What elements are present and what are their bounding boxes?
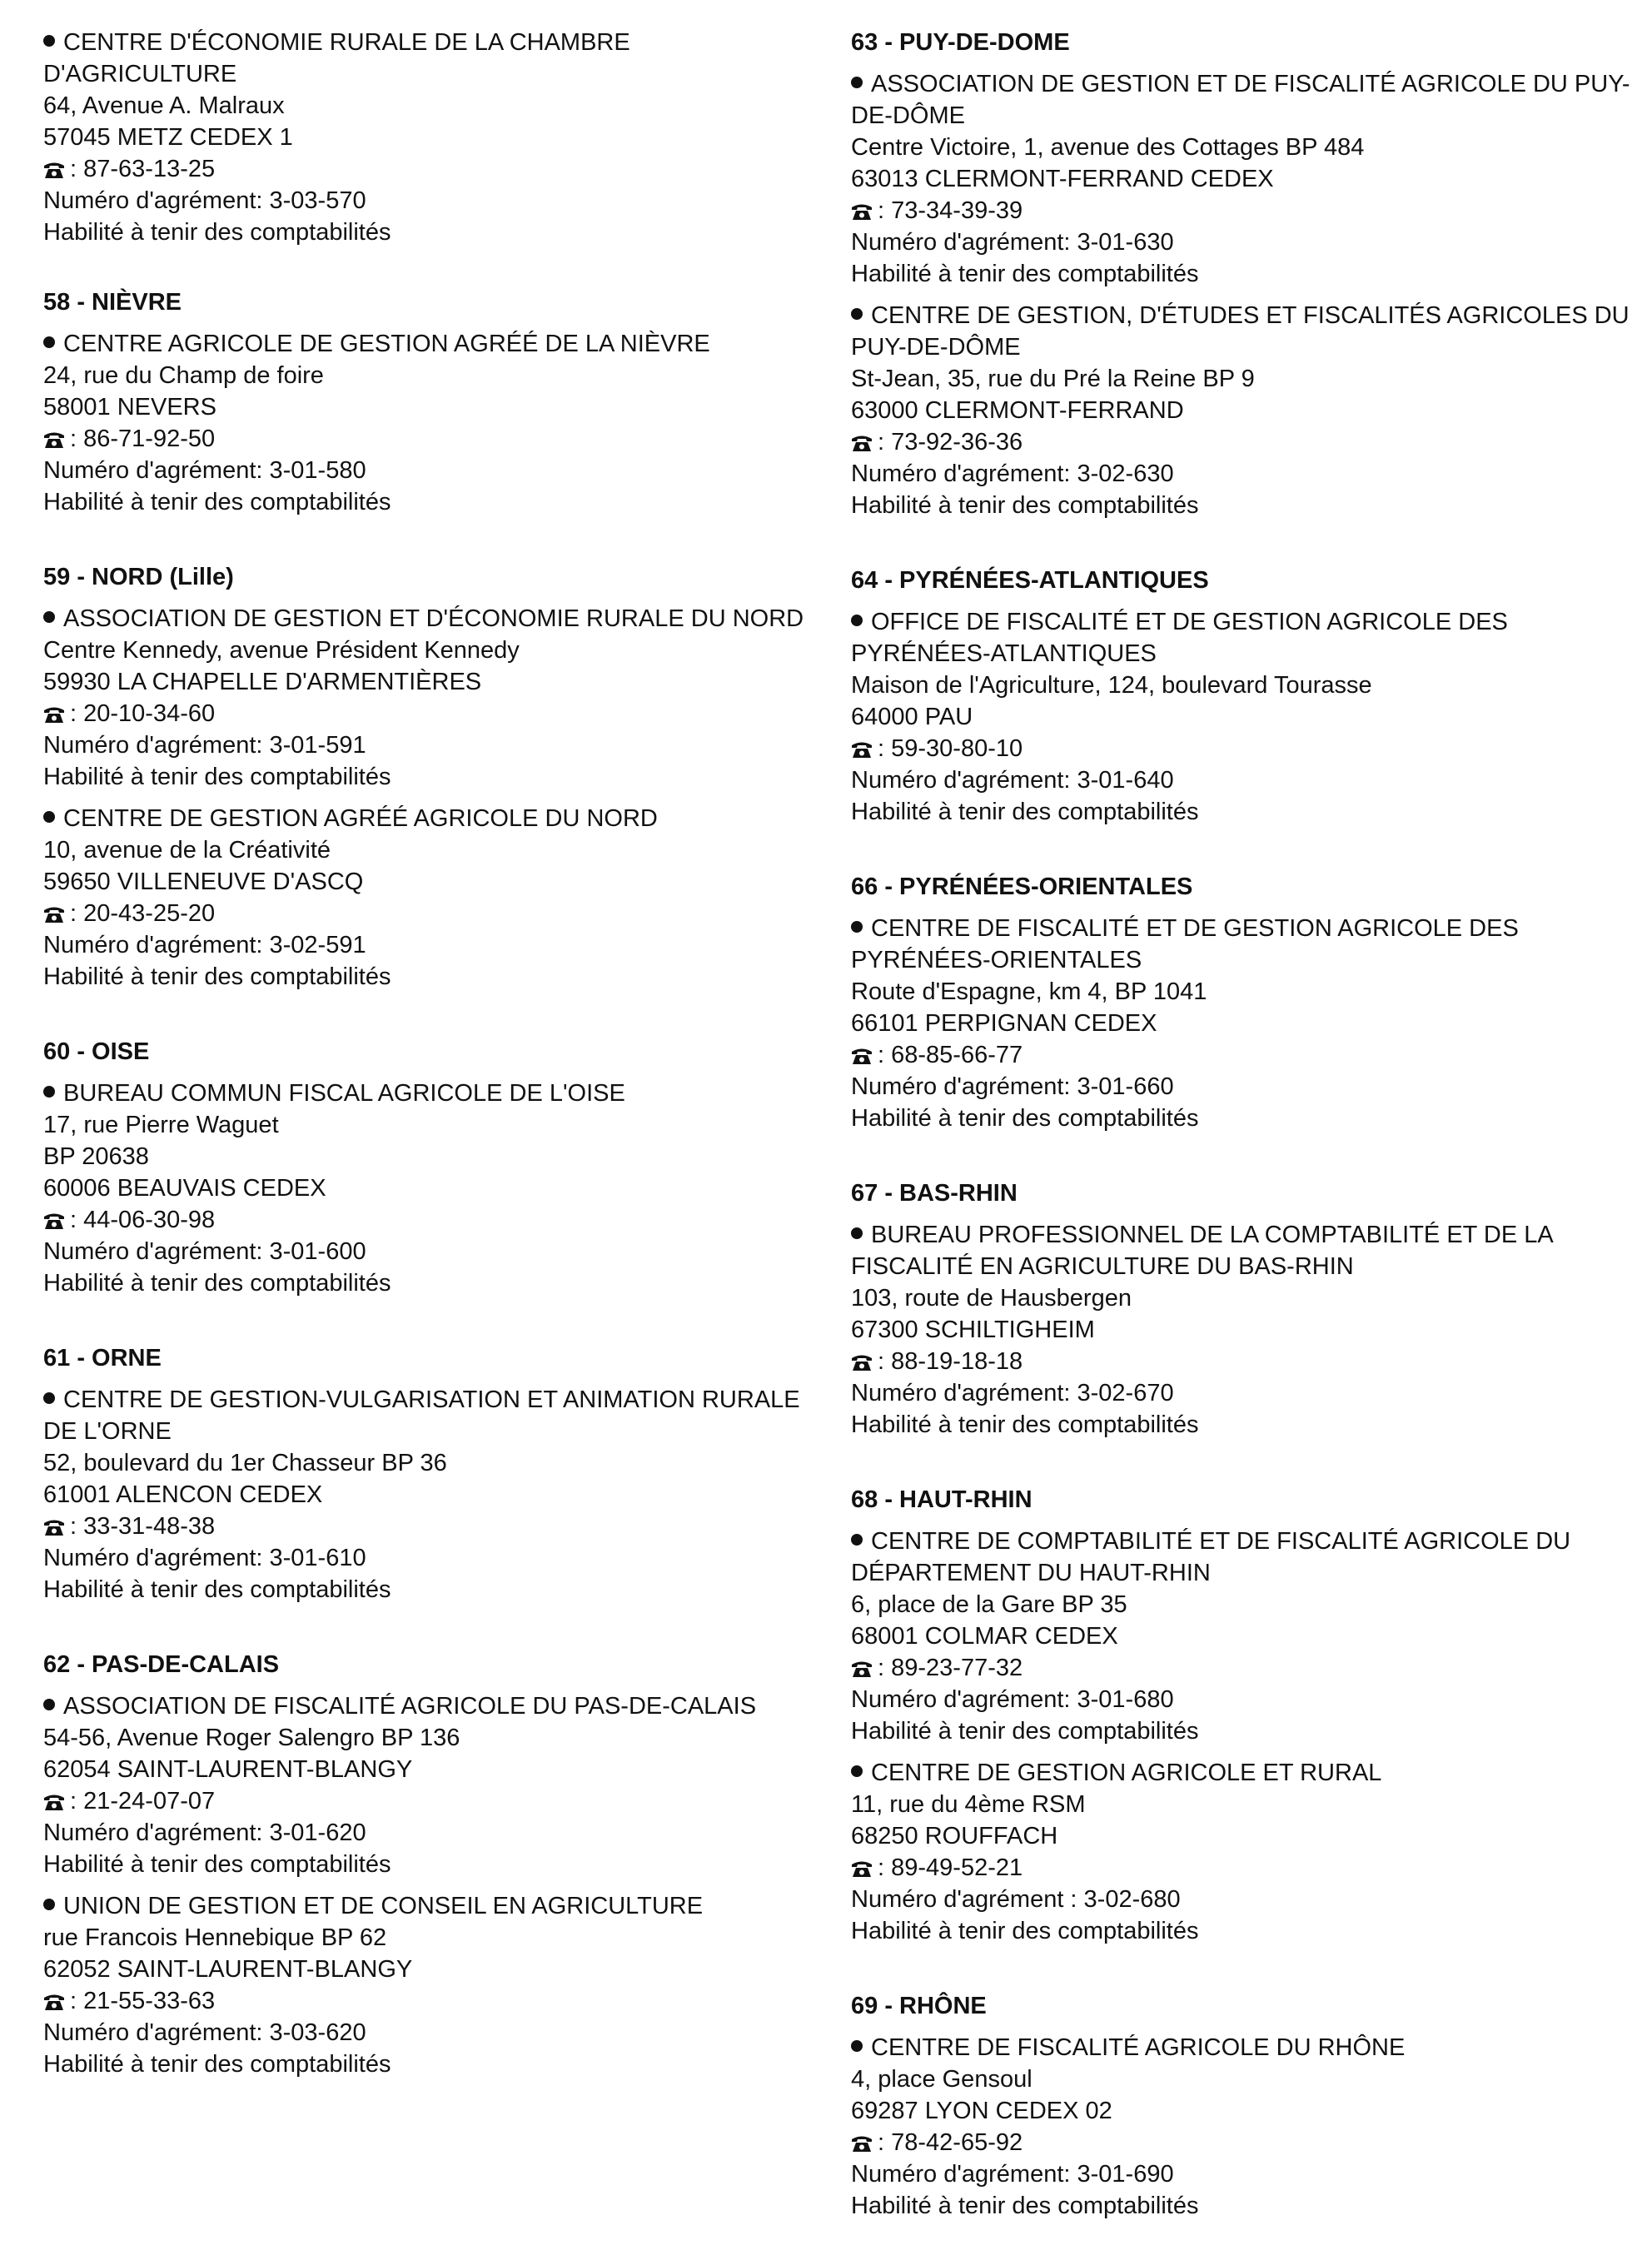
agrement-number: Numéro d'agrément: 3-01-680: [851, 1686, 1174, 1713]
telephone-icon: [851, 1859, 873, 1878]
telephone-icon: [851, 202, 873, 221]
organization-entry: [851, 300, 1634, 521]
organization-name: ASSOCIATION DE GESTION ET D'ÉCONOMIE RURALE DU NORD: [63, 605, 804, 632]
accounting-authorization: Habilité à tenir des comptabilités: [851, 492, 1199, 519]
address-line: 69287 LYON CEDEX 02: [851, 2098, 1112, 2124]
department-section: [851, 27, 1634, 521]
address-line: rue Francois Hennebique BP 62: [43, 1924, 387, 1951]
organization-name: CENTRE DE FISCALITÉ AGRICOLE DU RHÔNE: [871, 2034, 1406, 2061]
bullet-icon: [851, 1227, 863, 1239]
accounting-authorization: Habilité à tenir des comptabilités: [43, 1270, 391, 1297]
address-line: 4, place Gensoul: [851, 2066, 1032, 2093]
organization-name: ASSOCIATION DE FISCALITÉ AGRICOLE DU PAS-DE-CALAIS: [63, 1693, 757, 1720]
organization-entry: [851, 913, 1634, 1134]
address-line: 64000 PAU: [851, 704, 973, 730]
organization-name-line: [43, 27, 826, 90]
telephone-icon: [851, 2134, 873, 2153]
phone-number: : 89-23-77-32: [878, 1655, 1023, 1681]
telephone-icon: [851, 1660, 873, 1678]
phone-line: [43, 1204, 826, 1236]
phone-line: [43, 153, 826, 185]
phone-line: [851, 195, 1634, 226]
organization-name: UNION DE GESTION ET DE CONSEIL EN AGRICULTURE: [63, 1893, 704, 1919]
bullet-icon: [851, 1765, 863, 1777]
organization-name-line: [43, 1890, 826, 1922]
agrement-number: Numéro d'agrément: 3-02-591: [43, 932, 366, 958]
phone-line: [851, 1039, 1634, 1071]
organization-entry: [43, 328, 826, 518]
telephone-icon: [43, 1212, 65, 1230]
accounting-authorization: Habilité à tenir des comptabilités: [851, 1718, 1199, 1745]
phone-number: : 44-06-30-98: [70, 1207, 216, 1233]
agrement-number: Numéro d'agrément : 3-02-680: [851, 1886, 1181, 1913]
agrement-number: Numéro d'agrément: 3-01-630: [851, 229, 1174, 256]
address-line: 10, avenue de la Créativité: [43, 837, 331, 864]
organization-name-line: [851, 1526, 1634, 1589]
phone-number: : 73-92-36-36: [878, 429, 1023, 455]
organization-name: BUREAU COMMUN FISCAL AGRICOLE DE L'OISE: [63, 1080, 625, 1107]
bullet-icon: [851, 615, 863, 626]
agrement-number: Numéro d'agrément: 3-01-580: [43, 457, 366, 484]
phone-line: [851, 1346, 1634, 1377]
phone-number: : 20-43-25-20: [70, 900, 216, 927]
bullet-icon: [43, 1392, 55, 1404]
agrement-number: Numéro d'agrément: 3-01-591: [43, 732, 366, 759]
organization-entry: [43, 27, 826, 248]
department-title: 67 - BAS-RHIN: [851, 1180, 1018, 1207]
bullet-icon: [43, 611, 55, 623]
phone-number: : 86-71-92-50: [70, 426, 216, 452]
department-section: [43, 286, 826, 518]
phone-number: : 88-19-18-18: [878, 1348, 1023, 1375]
accounting-authorization: Habilité à tenir des comptabilités: [851, 799, 1199, 825]
accounting-authorization: Habilité à tenir des comptabilités: [43, 764, 391, 790]
phone-number: : 87-63-13-25: [70, 156, 216, 182]
telephone-icon: [851, 1353, 873, 1371]
organization-name-line: [851, 606, 1634, 670]
department-title: 64 - PYRÉNÉES-ATLANTIQUES: [851, 567, 1209, 594]
address-line: 54-56, Avenue Roger Salengro BP 136: [43, 1725, 460, 1751]
phone-number: : 68-85-66-77: [878, 1042, 1023, 1068]
address-line: 68250 ROUFFACH: [851, 1823, 1058, 1849]
left-column: [43, 27, 826, 2123]
accounting-authorization: Habilité à tenir des comptabilités: [43, 1576, 391, 1603]
department-section: [43, 561, 826, 993]
organization-name: CENTRE DE GESTION-VULGARISATION ET ANIMATION RURALE DE L'ORNE: [43, 1386, 800, 1445]
organization-entry: [43, 1890, 826, 2080]
organization-entry: [43, 803, 826, 993]
phone-number: : 33-31-48-38: [70, 1513, 216, 1540]
address-line: 60006 BEAUVAIS CEDEX: [43, 1175, 326, 1202]
address-line: 59930 LA CHAPELLE D'ARMENTIÈRES: [43, 669, 482, 695]
organization-entry: [851, 1219, 1634, 1441]
right-column: [851, 27, 1634, 2265]
bullet-icon: [43, 811, 55, 823]
department-section: [43, 1649, 826, 2080]
bullet-icon: [851, 1534, 863, 1546]
phone-number: : 21-24-07-07: [70, 1788, 216, 1814]
organization-name: CENTRE D'ÉCONOMIE RURALE DE LA CHAMBRE D'AGRICULTURE: [43, 29, 630, 87]
address-line: 6, place de la Gare BP 35: [851, 1591, 1127, 1618]
telephone-icon: [43, 905, 65, 923]
bullet-icon: [43, 35, 55, 47]
organization-entry: [851, 1757, 1634, 1947]
department-title: 63 - PUY-DE-DOME: [851, 29, 1070, 56]
department-title: 60 - OISE: [43, 1038, 150, 1065]
address-line: 63000 CLERMONT-FERRAND: [851, 397, 1184, 424]
phone-number: : 20-10-34-60: [70, 700, 216, 727]
agrement-number: Numéro d'agrément: 3-03-570: [43, 187, 366, 214]
organization-entry: [43, 603, 826, 793]
organization-name-line: [43, 328, 826, 360]
telephone-icon: [43, 705, 65, 724]
organization-name-line: [43, 1384, 826, 1447]
accounting-authorization: Habilité à tenir des comptabilités: [851, 1105, 1199, 1132]
organization-name: OFFICE DE FISCALITÉ ET DE GESTION AGRICOLE DES PYRÉNÉES-ATLANTIQUES: [851, 609, 1508, 667]
organization-entry: [851, 606, 1634, 828]
address-line: 61001 ALENCON CEDEX: [43, 1481, 323, 1508]
accounting-authorization: Habilité à tenir des comptabilités: [851, 1411, 1199, 1438]
department-title: 59 - NORD (Lille): [43, 564, 234, 590]
organization-name-line: [43, 1078, 826, 1109]
telephone-icon: [43, 431, 65, 449]
bullet-icon: [851, 2040, 863, 2052]
bullet-icon: [43, 336, 55, 348]
address-line: Centre Victoire, 1, avenue des Cottages BP 484: [851, 134, 1365, 161]
address-line: Route d'Espagne, km 4, BP 1041: [851, 978, 1207, 1005]
department-section: [43, 1342, 826, 1605]
department-title: 62 - PAS-DE-CALAIS: [43, 1651, 280, 1678]
phone-line: [851, 1652, 1634, 1684]
address-line: 68001 COLMAR CEDEX: [851, 1623, 1118, 1650]
organization-name-line: [43, 1690, 826, 1722]
organization-name: BUREAU PROFESSIONNEL DE LA COMPTABILITÉ ET DE LA FISCALITÉ EN AGRICULTURE DU BAS-RHIN: [851, 1222, 1553, 1280]
organization-name-line: [851, 2032, 1634, 2063]
telephone-icon: [851, 740, 873, 759]
address-line: Maison de l'Agriculture, 124, boulevard Tourasse: [851, 672, 1372, 699]
department-section: [851, 1177, 1634, 1441]
organization-entry: [851, 68, 1634, 290]
accounting-authorization: Habilité à tenir des comptabilités: [43, 489, 391, 515]
address-line: St-Jean, 35, rue du Pré la Reine BP 9: [851, 366, 1255, 392]
phone-line: [851, 733, 1634, 764]
phone-number: : 73-34-39-39: [878, 197, 1023, 224]
phone-line: [851, 1852, 1634, 1884]
organization-name-line: [851, 913, 1634, 976]
organization-name-line: [851, 68, 1634, 132]
organization-name: CENTRE AGRICOLE DE GESTION AGRÉÉ DE LA NIÈVRE: [63, 331, 710, 357]
agrement-number: Numéro d'agrément: 3-01-660: [851, 1073, 1174, 1100]
department-section: [43, 1036, 826, 1299]
address-line: 63013 CLERMONT-FERRAND CEDEX: [851, 166, 1274, 192]
department-section: [851, 871, 1634, 1134]
address-line: 57045 METZ CEDEX 1: [43, 124, 293, 151]
organization-name-line: [851, 300, 1634, 363]
department-title: 58 - NIÈVRE: [43, 289, 182, 316]
phone-line: [851, 426, 1634, 458]
agrement-number: Numéro d'agrément: 3-02-630: [851, 460, 1174, 487]
phone-line: [43, 698, 826, 729]
agrement-number: Numéro d'agrément: 3-01-640: [851, 767, 1174, 794]
accounting-authorization: Habilité à tenir des comptabilités: [43, 2051, 391, 2078]
address-line: Centre Kennedy, avenue Président Kennedy: [43, 637, 520, 664]
department-title: 69 - RHÔNE: [851, 1993, 987, 2019]
department-title: 61 - ORNE: [43, 1345, 162, 1371]
address-line: 17, rue Pierre Waguet: [43, 1112, 279, 1138]
accounting-authorization: Habilité à tenir des comptabilités: [851, 2193, 1199, 2219]
address-line: 62052 SAINT-LAURENT-BLANGY: [43, 1956, 413, 1983]
department-title: 68 - HAUT-RHIN: [851, 1486, 1032, 1513]
telephone-icon: [43, 1518, 65, 1536]
organization-name-line: [43, 603, 826, 635]
telephone-icon: [43, 161, 65, 179]
bullet-icon: [43, 1086, 55, 1098]
organization-entry: [43, 1690, 826, 1880]
agrement-number: Numéro d'agrément: 3-01-610: [43, 1545, 366, 1571]
phone-number: : 21-55-33-63: [70, 1988, 216, 2014]
department-title: 66 - PYRÉNÉES-ORIENTALES: [851, 874, 1193, 900]
phone-number: : 89-49-52-21: [878, 1854, 1023, 1881]
accounting-authorization: Habilité à tenir des comptabilités: [43, 963, 391, 990]
telephone-icon: [43, 1993, 65, 2011]
phone-line: [43, 1985, 826, 2017]
address-line: 59650 VILLENEUVE D'ASCQ: [43, 869, 364, 895]
department-section: [851, 1990, 1634, 2222]
organization-name: CENTRE DE GESTION, D'ÉTUDES ET FISCALITÉS AGRICOLES DU PUY-DE-DÔME: [851, 302, 1630, 361]
address-line: 52, boulevard du 1er Chasseur BP 36: [43, 1450, 447, 1476]
address-line: 66101 PERPIGNAN CEDEX: [851, 1010, 1157, 1037]
bullet-icon: [851, 308, 863, 320]
telephone-icon: [851, 1047, 873, 1065]
organization-entry: [43, 1078, 826, 1299]
phone-line: [43, 1785, 826, 1817]
phone-number: : 78-42-65-92: [878, 2129, 1023, 2156]
phone-line: [43, 1511, 826, 1542]
phone-line: [43, 423, 826, 455]
agrement-number: Numéro d'agrément: 3-01-600: [43, 1238, 366, 1265]
organization-entry: [43, 1384, 826, 1605]
organization-entry: [851, 2032, 1634, 2222]
agrement-number: Numéro d'agrément: 3-01-620: [43, 1819, 366, 1846]
organization-name: CENTRE DE GESTION AGRICOLE ET RURAL: [871, 1760, 1382, 1786]
organization-name: CENTRE DE COMPTABILITÉ ET DE FISCALITÉ AGRICOLE DU DÉPARTEMENT DU HAUT-RHIN: [851, 1528, 1571, 1586]
address-line: 64, Avenue A. Malraux: [43, 92, 285, 119]
organization-name-line: [851, 1219, 1634, 1282]
address-line: 67300 SCHILTIGHEIM: [851, 1317, 1095, 1343]
department-section: [851, 1484, 1634, 1947]
address-line: 103, route de Hausbergen: [851, 1285, 1132, 1312]
accounting-authorization: Habilité à tenir des comptabilités: [43, 219, 391, 246]
accounting-authorization: Habilité à tenir des comptabilités: [851, 1918, 1199, 1944]
address-line: 62054 SAINT-LAURENT-BLANGY: [43, 1756, 413, 1783]
organization-entry: [851, 1526, 1634, 1747]
bullet-icon: [851, 921, 863, 933]
organization-name: CENTRE DE FISCALITÉ ET DE GESTION AGRICOLE DES PYRÉNÉES-ORIENTALES: [851, 915, 1519, 973]
address-line: 11, rue du 4ème RSM: [851, 1791, 1086, 1818]
organization-name-line: [43, 803, 826, 834]
telephone-icon: [43, 1793, 65, 1811]
phone-number: : 59-30-80-10: [878, 735, 1023, 762]
organization-name: ASSOCIATION DE GESTION ET DE FISCALITÉ AGRICOLE DU PUY-DE-DÔME: [851, 71, 1630, 129]
agrement-number: Numéro d'agrément: 3-03-620: [43, 2019, 366, 2046]
organization-name-line: [851, 1757, 1634, 1789]
accounting-authorization: Habilité à tenir des comptabilités: [851, 261, 1199, 287]
bullet-icon: [43, 1699, 55, 1710]
department-section: [851, 565, 1634, 828]
address-line: BP 20638: [43, 1143, 149, 1170]
bullet-icon: [851, 77, 863, 88]
phone-line: [43, 898, 826, 929]
phone-line: [851, 2127, 1634, 2158]
telephone-icon: [851, 434, 873, 452]
accounting-authorization: Habilité à tenir des comptabilités: [43, 1851, 391, 1878]
agrement-number: Numéro d'agrément: 3-02-670: [851, 1380, 1174, 1406]
agrement-number: Numéro d'agrément: 3-01-690: [851, 2161, 1174, 2188]
organization-name: CENTRE DE GESTION AGRÉÉ AGRICOLE DU NORD: [63, 805, 658, 832]
address-line: 58001 NEVERS: [43, 394, 216, 421]
address-line: 24, rue du Champ de foire: [43, 362, 324, 389]
bullet-icon: [43, 1899, 55, 1910]
